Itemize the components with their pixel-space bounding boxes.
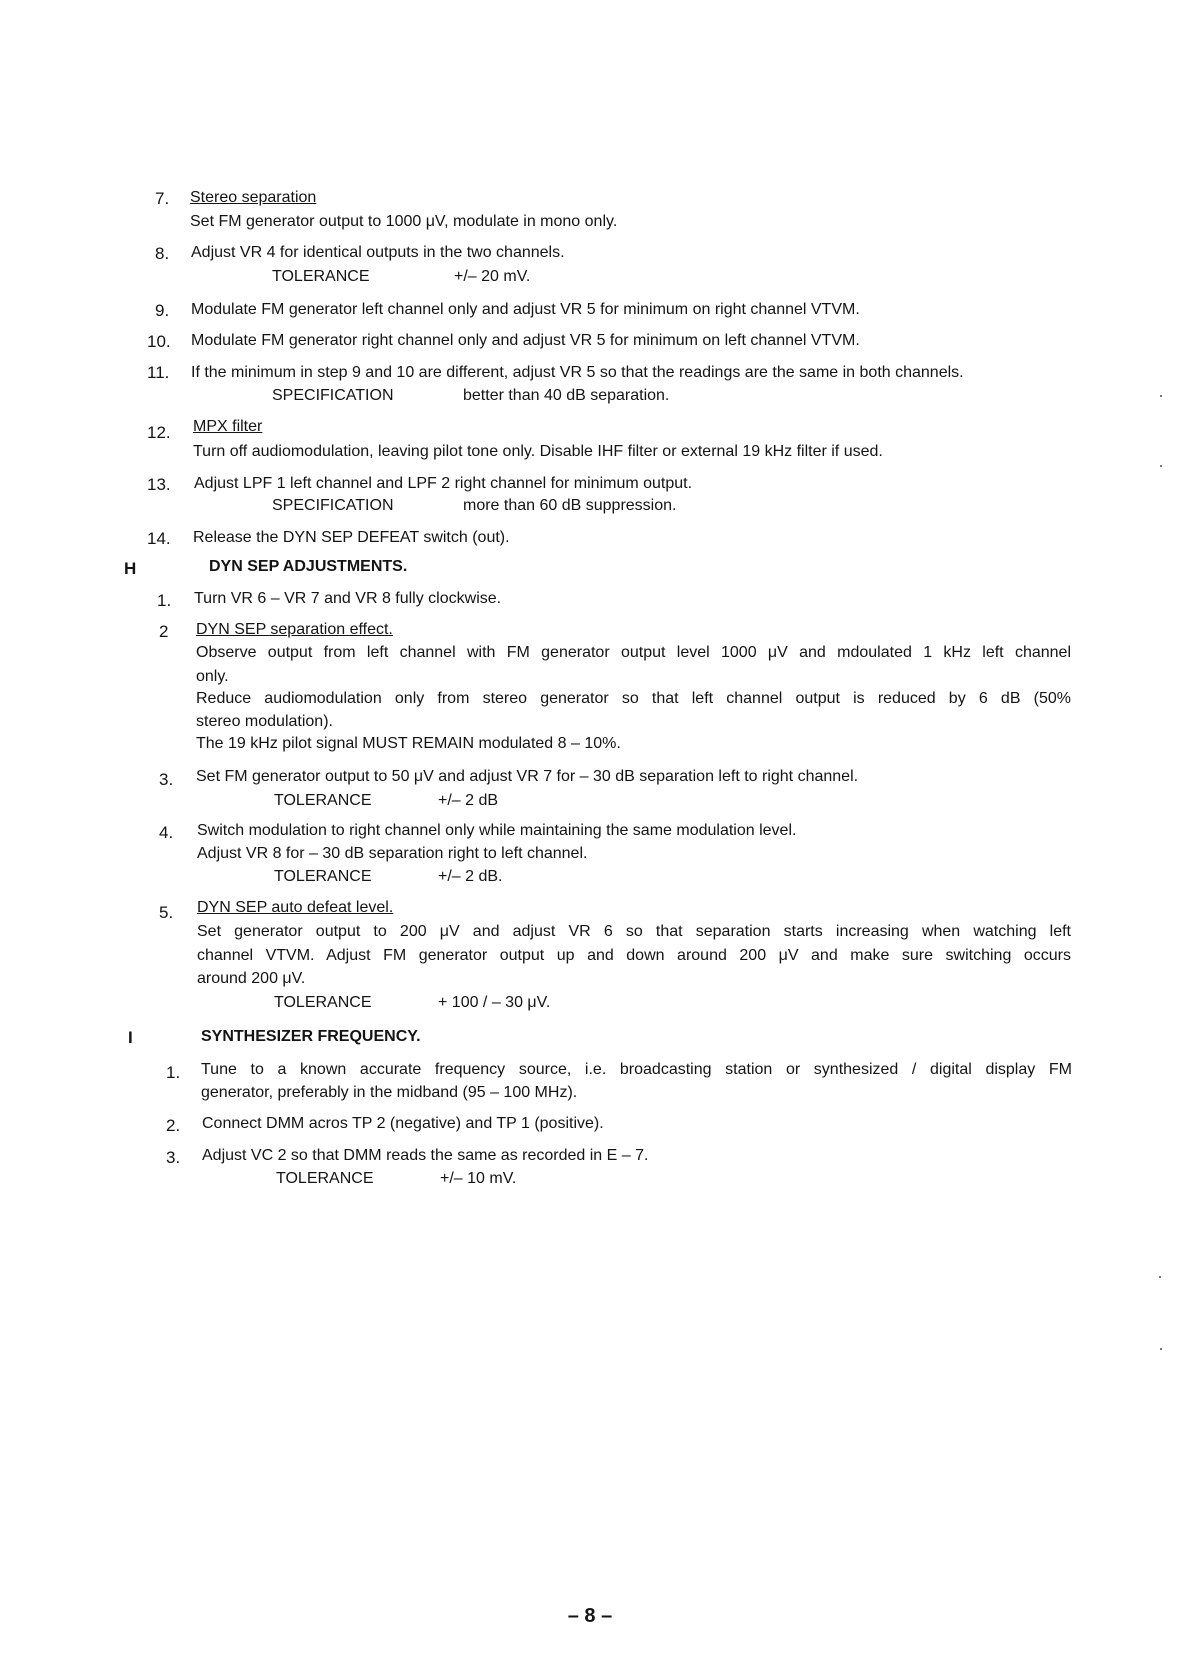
item-text: If the minimum in step 9 and 10 are different, adjust VR 5 so that the readings are the same in both channels. [191,364,964,381]
specification-line [272,386,669,406]
item-number: 1. [166,1063,181,1082]
scan-speck [1160,465,1162,467]
tolerance-label: TOLERANCE [272,268,370,285]
item-text: Adjust VC 2 so that DMM reads the same as recorded in E – 7. [202,1147,649,1164]
item-text: Modulate FM generator left channel only and adjust VR 5 for minimum on right channel VTVM. [191,301,860,318]
item-number: 9. [155,301,170,320]
item-number: 5. [159,903,174,922]
item-number: 8. [155,244,170,263]
specification-value: better than 40 dB separation. [463,387,670,404]
tolerance-line [274,791,498,811]
item-text: Adjust VR 8 for – 30 dB separation right to left channel. [197,845,588,862]
item-text: Connect DMM acros TP 2 (negative) and TP 1 (positive). [202,1115,604,1132]
specification-label: SPECIFICATION [272,387,394,404]
item-number: 11. [147,363,170,382]
item-text: Set generator output to 200 μV and adjust VR 6 so that separation starts increasing when watching left [197,923,1071,940]
item-text: Observe output from left channel with FM generator output level 1000 μV and mdoulated 1 kHz left channel [196,644,1071,661]
tolerance-line [274,867,503,887]
tolerance-label: TOLERANCE [274,994,372,1011]
item-text: Reduce audiomodulation only from stereo generator so that left channel output is reduced by 6 dB (50% [196,690,1071,707]
tolerance-line [276,1169,516,1189]
item-text: stereo modulation). [196,713,333,730]
item-text: Turn VR 6 – VR 7 and VR 8 fully clockwise. [194,590,502,607]
item-text: The 19 kHz pilot signal MUST REMAIN modulated 8 – 10%. [196,735,621,752]
scan-speck [1159,1276,1161,1278]
specification-value: more than 60 dB suppression. [463,497,677,514]
item-text: Adjust VR 4 for identical outputs in the two channels. [191,244,565,261]
item-text: only. [196,668,229,685]
tolerance-value: +/– 20 mV. [454,268,531,285]
item-text: Turn off audiomodulation, leaving pilot tone only. Disable IHF filter or external 19 kHz filter if used. [193,443,883,460]
item-number: 7. [155,189,170,208]
item-text: Modulate FM generator right channel only and adjust VR 5 for minimum on left channel VTVM. [191,332,860,349]
item-number: 3. [159,770,174,789]
tolerance-value: +/– 2 dB. [438,868,503,885]
item-number: 10. [147,332,171,351]
section-letter: I [128,1028,133,1047]
tolerance-label: TOLERANCE [276,1170,374,1187]
section-title: DYN SEP ADJUSTMENTS. [209,558,408,575]
item-text: Set FM generator output to 50 μV and adjust VR 7 for – 30 dB separation left to right channel. [196,768,859,785]
item-number: 2. [166,1116,181,1135]
item-text: Set FM generator output to 1000 μV, modulate in mono only. [190,213,618,230]
item-number: 12. [147,423,171,442]
tolerance-value: +/– 2 dB [438,792,499,809]
item-text: Switch modulation to right channel only while maintaining the same modulation level. [197,822,797,839]
tolerance-value: +/– 10 mV. [440,1170,517,1187]
specification-label: SPECIFICATION [272,497,394,514]
tolerance-value: + 100 / – 30 μV. [438,994,551,1011]
scan-speck [1160,1348,1162,1350]
tolerance-label: TOLERANCE [274,868,372,885]
tolerance-label: TOLERANCE [274,792,372,809]
tolerance-line [272,267,530,287]
section-letter: H [124,559,137,578]
item-title: Stereo separation [190,189,317,206]
item-text: generator, preferably in the midband (95 – 100 MHz). [201,1084,578,1101]
item-number: 2 [159,622,169,641]
item-text: Release the DYN SEP DEFEAT switch (out). [193,529,510,546]
section-title: SYNTHESIZER FREQUENCY. [201,1028,421,1045]
scan-speck [1160,395,1162,397]
page-number: – 8 – [567,1605,613,1627]
specification-line [272,496,676,516]
item-number: 3. [166,1148,181,1167]
item-text: Adjust LPF 1 left channel and LPF 2 right channel for minimum output. [194,475,693,492]
tolerance-line [274,993,550,1013]
item-number: 14. [147,529,171,548]
item-title: DYN SEP separation effect. [196,621,393,638]
item-text: channel VTVM. Adjust FM generator output up and down around 200 μV and make sure switching occurs [197,947,1071,964]
item-title: MPX filter [193,418,263,435]
item-title: DYN SEP auto defeat level. [197,899,394,916]
item-number: 13. [147,475,171,494]
item-number: 4. [159,823,174,842]
item-text: around 200 μV. [197,970,306,987]
item-text: Tune to a known accurate frequency source, i.e. broadcasting station or synthesized / digital display FM [201,1061,1072,1078]
item-number: 1. [157,591,172,610]
